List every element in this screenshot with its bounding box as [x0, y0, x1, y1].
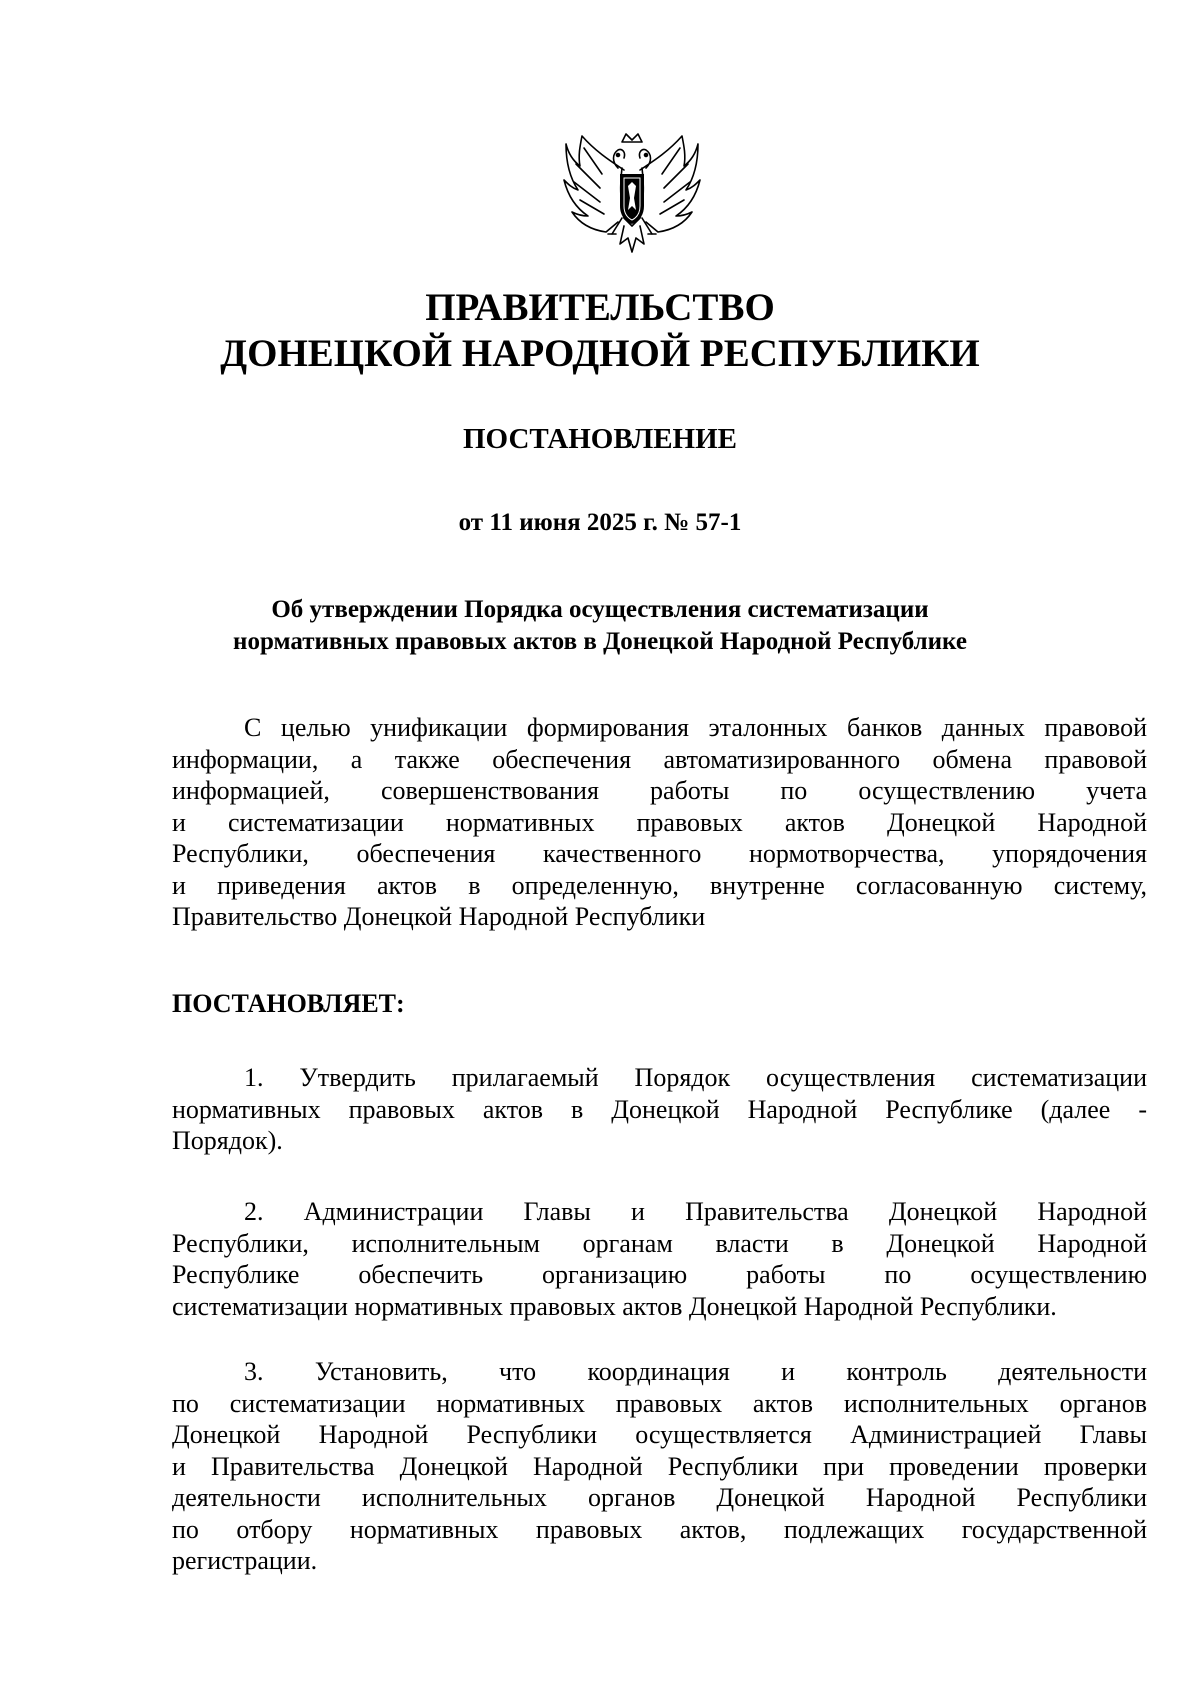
document-date-number: от 11 июня 2025 г. № 57-1	[458, 509, 742, 536]
subject-line-1: Об утверждении Порядка осуществления систематизации	[271, 596, 929, 623]
preamble-line: Республики, обеспечения качественного нормотворчества, упорядочения	[172, 839, 1147, 868]
clause-line: систематизации нормативных правовых актов Донецкой Народной Республики.	[172, 1291, 1057, 1321]
clause-line: деятельности исполнительных органов Донецкой Народной Республики	[172, 1483, 1147, 1512]
issuing-authority-title	[0, 285, 1200, 377]
subject-line-2: нормативных правовых актов в Донецкой Народной Республике	[233, 628, 967, 655]
preamble-paragraph	[172, 712, 1147, 933]
preamble-line: информации, а также обеспечения автоматизированного обмена правовой	[172, 744, 1147, 774]
clause-line: по отбору нормативных правовых актов, подлежащих государственной	[172, 1514, 1147, 1544]
clause-line: и Правительства Донецкой Народной Республики при проведении проверки	[172, 1451, 1147, 1481]
preamble-line: информацией, совершенствования работы по осуществлению учета	[172, 776, 1147, 805]
document-subject	[0, 594, 1200, 658]
clause-line: 2. Администрации Главы и Правительства Донецкой Народной	[244, 1197, 1147, 1226]
clause-line: Республики, исполнительным органам власти в Донецкой Народной	[172, 1228, 1147, 1258]
preamble-line: Правительство Донецкой Народной Республики	[172, 902, 706, 931]
clause-3	[172, 1356, 1147, 1577]
clause-line: 3. Установить, что координация и контроль деятельности	[244, 1357, 1147, 1386]
clause-line: по систематизации нормативных правовых актов исполнительных органов	[172, 1388, 1147, 1418]
clause-line: 1. Утвердить прилагаемый Порядок осуществления систематизации	[244, 1063, 1147, 1092]
clause-2	[172, 1196, 1147, 1322]
coat-of-arms-emblem	[562, 122, 702, 268]
document-type: ПОСТАНОВЛЕНИЕ	[462, 423, 737, 455]
clause-line: Донецкой Народной Республики осуществляется Администрацией Главы	[172, 1420, 1147, 1449]
preamble-line: и приведения актов в определенную, внутренне согласованную систему,	[172, 870, 1147, 900]
clause-line: Порядок).	[172, 1126, 283, 1155]
authority-line-2: ДОНЕЦКОЙ НАРОДНОЙ РЕСПУБЛИКИ	[220, 332, 980, 375]
authority-line-1: ПРАВИТЕЛЬСТВО	[425, 286, 775, 329]
preamble-line: и систематизации нормативных правовых актов Донецкой Народной	[172, 807, 1147, 837]
preamble-line: С целью унификации формирования эталонных банков данных правовой	[244, 713, 1147, 742]
clause-line: Республике обеспечить организацию работы по осуществлению	[172, 1260, 1147, 1289]
resolves-heading: ПОСТАНОВЛЯЕТ:	[172, 989, 405, 1018]
clause-line: нормативных правовых актов в Донецкой Народной Республике (далее -	[172, 1094, 1147, 1124]
clause-1	[172, 1062, 1147, 1157]
clause-line: регистрации.	[172, 1546, 318, 1575]
